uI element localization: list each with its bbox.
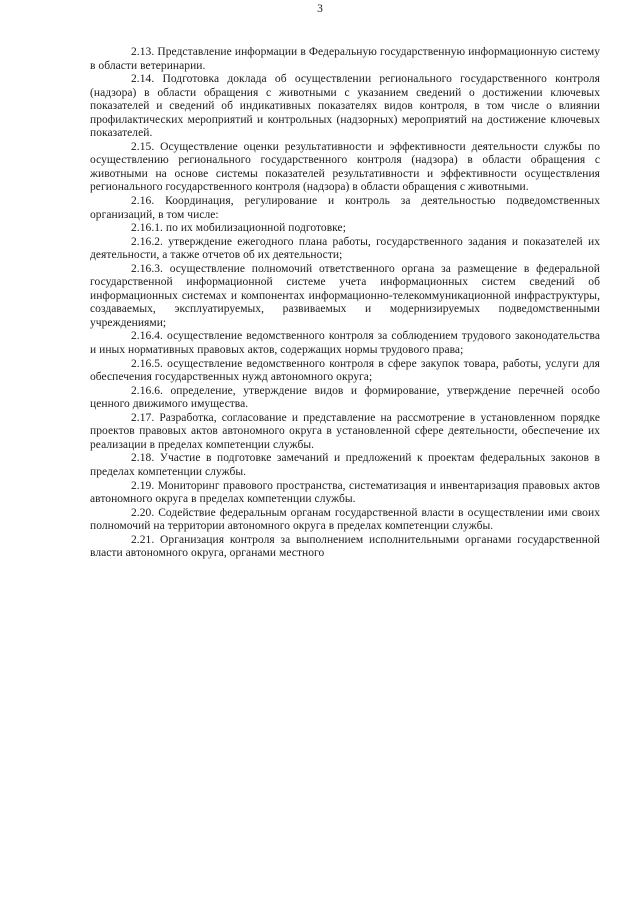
paragraph-2-20: 2.20. Содействие федеральным органам государственной власти в осуществлении ими своих полномочий на территории автономного округа в пределах компетенции службы.: [90, 506, 600, 533]
document-body: [90, 46, 600, 561]
paragraph-2-15: 2.15. Осуществление оценки результативности и эффективности деятельности службы по осуществлению регионального государственного контроля (надзора) в области обращения с животными на основе системы показателей результативности и эффективности осуществления регионального государственного контроля (надзора) в области обращения с животными.: [90, 140, 600, 194]
paragraph-2-21: 2.21. Организация контроля за выполнением исполнительными органами государственной власти автономного округа, органами местного: [90, 533, 600, 560]
paragraph-2-16-5: 2.16.5. осуществление ведомственного контроля в сфере закупок товара, работы, услуги для обеспечения государственных нужд автономного округа;: [90, 357, 600, 384]
paragraph-2-13: 2.13. Представление информации в Федеральную государственную информационную систему в области ветеринарии.: [90, 46, 600, 72]
paragraph-2-19: 2.19. Мониторинг правового пространства, систематизация и инвентаризация правовых актов автономного округа в пределах компетенции службы.: [90, 479, 600, 506]
paragraph-2-18: 2.18. Участие в подготовке замечаний и предложений к проектам федеральных законов в пределах компетенции службы.: [90, 452, 600, 478]
paragraph-2-16-4: 2.16.4. осуществление ведомственного контроля за соблюдением трудового законодательства и иных нормативных правовых актов, содержащих нормы трудового права;: [90, 330, 600, 357]
page-number: 3: [317, 3, 323, 15]
paragraph-2-16-6: 2.16.6. определение, утверждение видов и формирование, утверждение перечней особо ценного движимого имущества.: [90, 384, 600, 411]
paragraph-2-16-3: 2.16.3. осуществление полномочий ответственного органа за размещение в федеральной государственной информационной системе учета информационных систем сведений об информационных системах и компонентах информационно-телекоммуникационной инфраструктуры, создаваемых, эксплуатируемых, развиваемых и модернизируемых подведомственными учреждениями;: [90, 262, 600, 329]
paragraph-2-16-1: 2.16.1. по их мобилизационной подготовке;: [131, 222, 346, 235]
paragraph-2-17: 2.17. Разработка, согласование и представление на рассмотрение в установленном порядке проектов правовых актов автономного округа в установленной сфере деятельности, обеспечение их реализации в пределах компетенции службы.: [90, 411, 600, 451]
paragraph-2-16-2: 2.16.2. утверждение ежегодного плана работы, государственного задания и показателей их деятельности, а также отчетов об их деятельности;: [90, 235, 600, 262]
paragraph-2-14: 2.14. Подготовка доклада об осуществлении регионального государственного контроля (надзора) в области обращения с животными с указанием сведений о достижении ключевых показателей и сведений об индикативных показателях видов контроля, в том числе о влиянии профилактических мероприятий и контрольных (надзорных) мероприятий на достижение ключевых показателей.: [90, 73, 600, 140]
paragraph-2-16: 2.16. Координация, регулирование и контроль за деятельностью подведомственных организаций, в том числе:: [90, 195, 600, 221]
